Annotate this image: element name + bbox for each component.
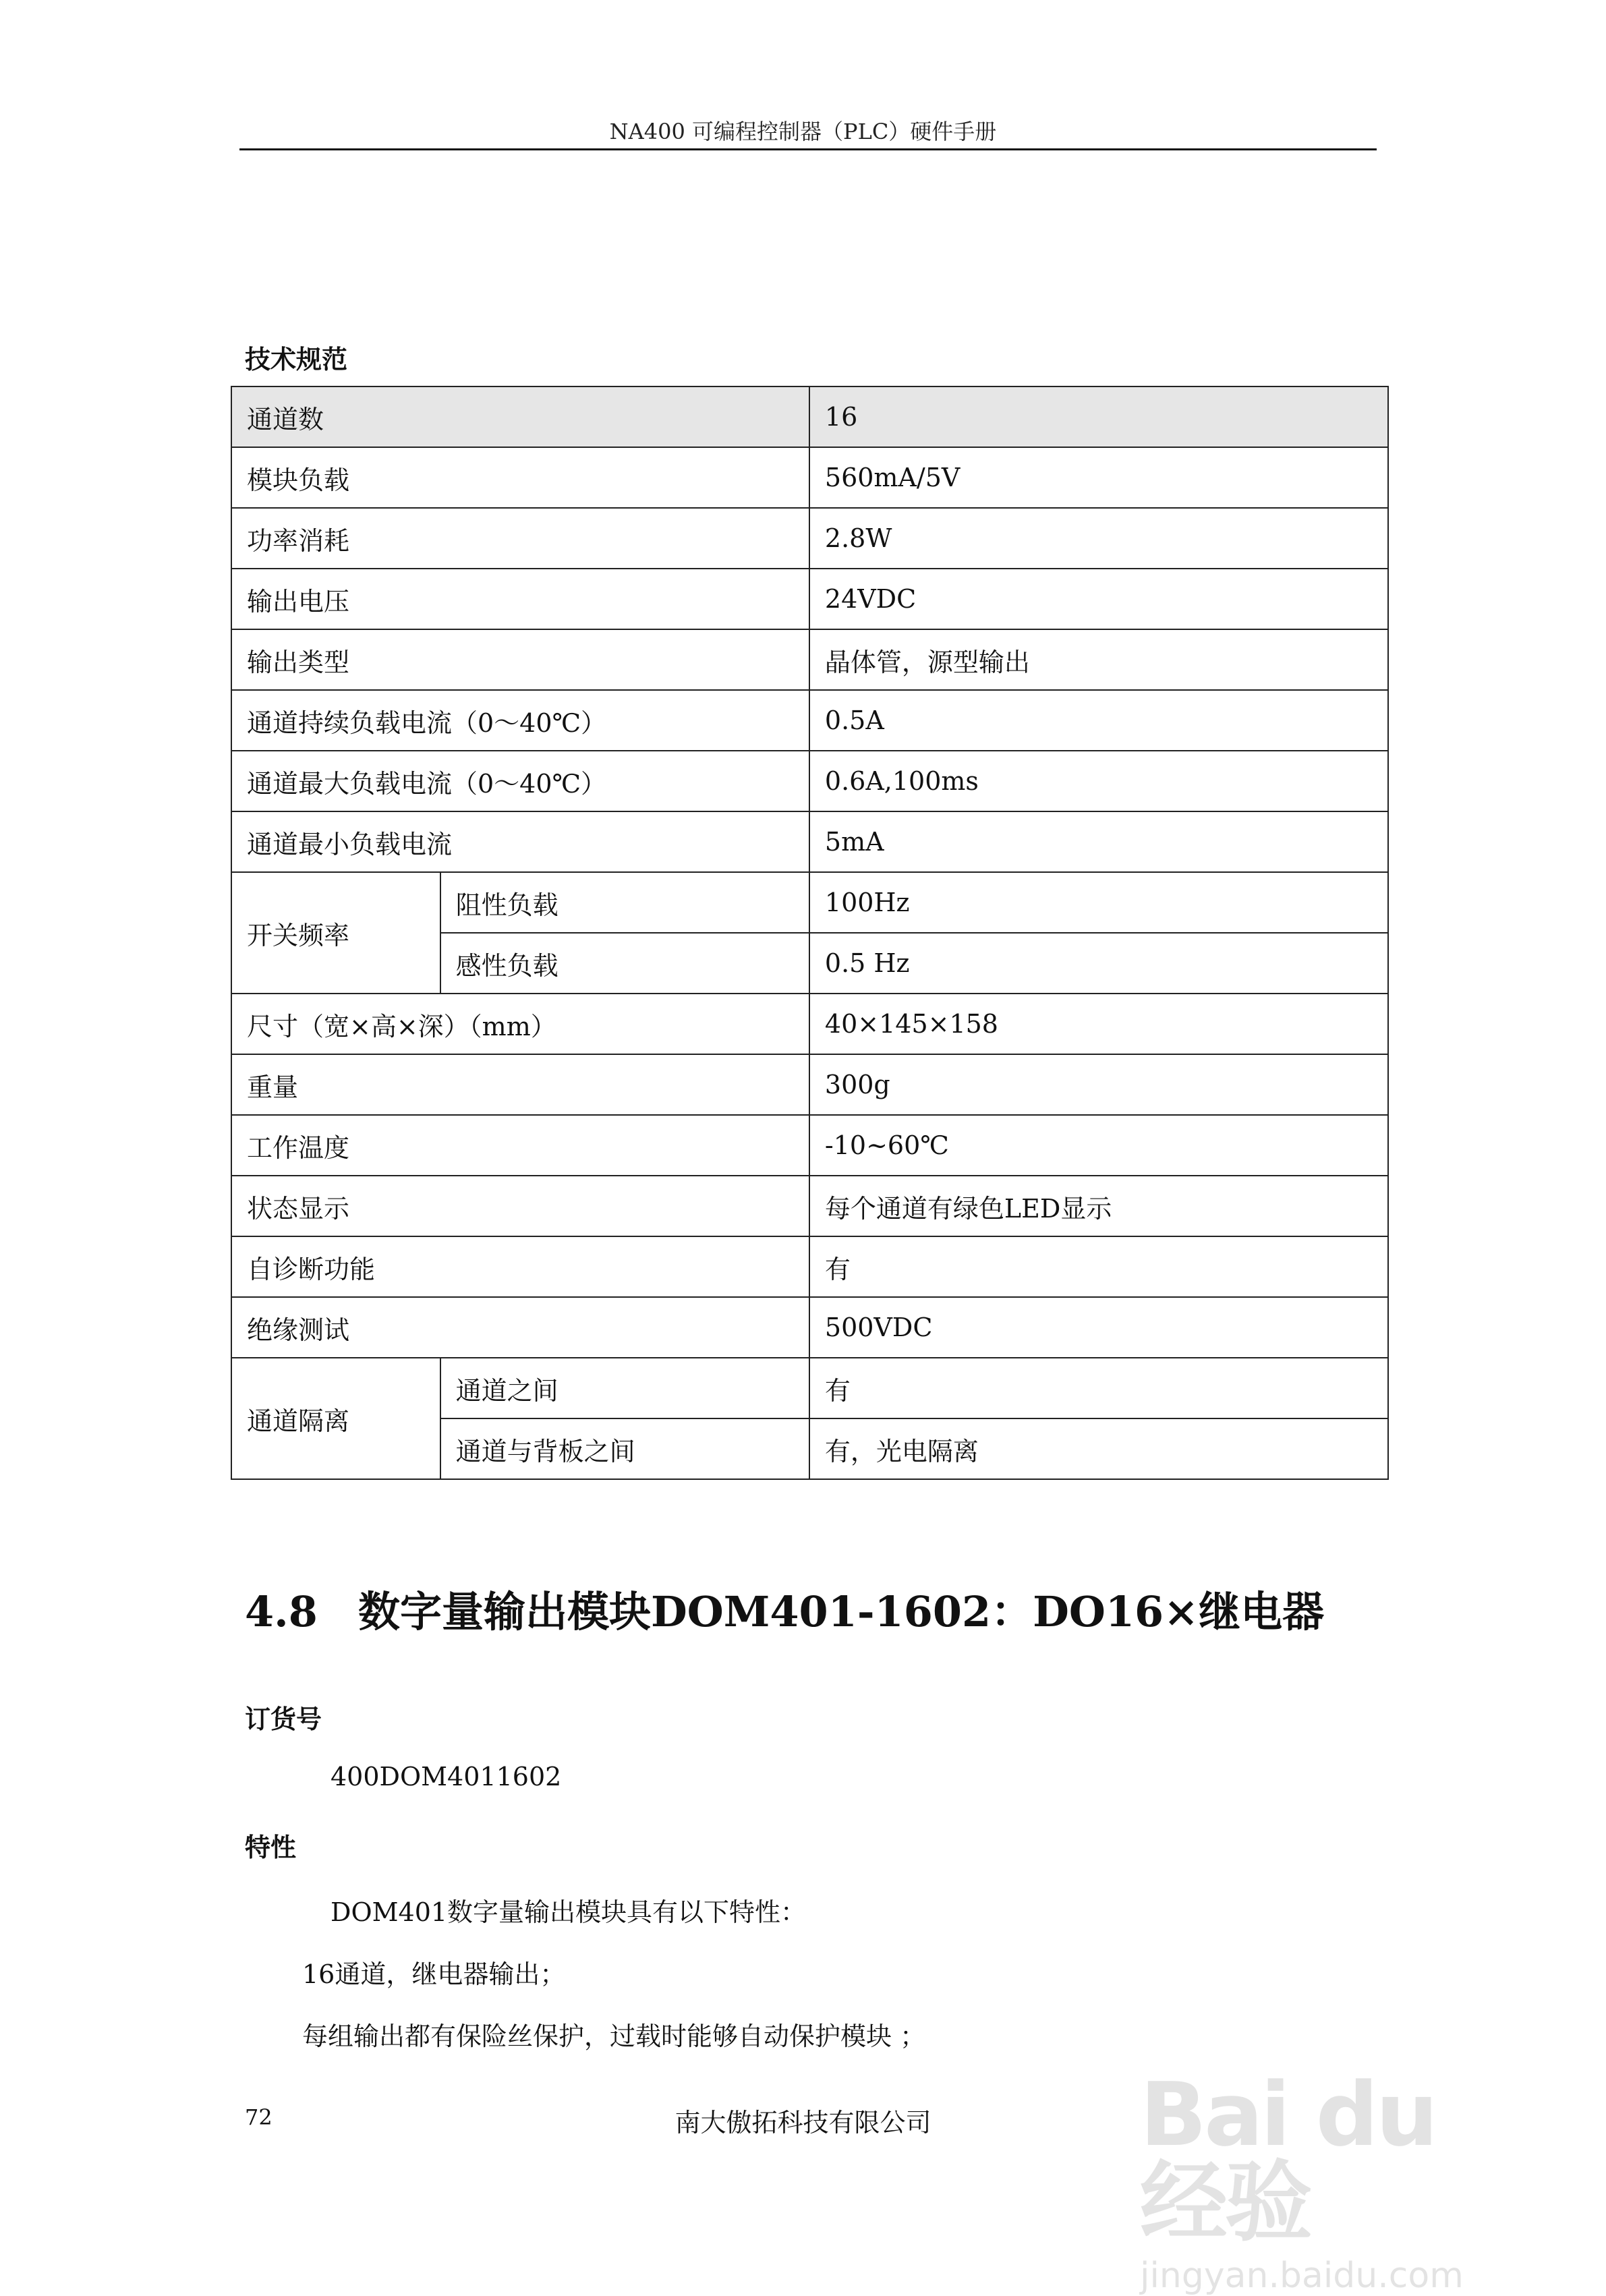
spec-label: 绝缘测试 <box>231 1297 809 1358</box>
spec-value: 有 <box>809 1236 1388 1297</box>
table-row <box>231 1054 1388 1115</box>
table-row <box>231 690 1388 751</box>
spec-value: 100Hz <box>809 872 1388 933</box>
spec-value: 5mA <box>809 811 1388 872</box>
spec-value: 有 <box>809 1358 1388 1418</box>
spec-label: 工作温度 <box>231 1115 809 1176</box>
table-row <box>231 629 1388 690</box>
spec-value: 晶体管，源型输出 <box>809 629 1388 690</box>
spec-value: 300g <box>809 1054 1388 1115</box>
features-intro: DOM401数字量输出模块具有以下特性： <box>331 1897 807 1927</box>
spec-group-label: 通道隔离 <box>231 1358 440 1479</box>
table-row <box>231 1115 1388 1176</box>
table-row <box>231 386 1388 447</box>
spec-label: 状态显示 <box>231 1176 809 1236</box>
spec-value: 40×145×158 <box>809 994 1388 1054</box>
order-number-label: 订货号 <box>245 1704 322 1734</box>
spec-label: 通道数 <box>231 386 809 447</box>
header-rule <box>239 148 1377 150</box>
footer-company: 南大傲拓科技有限公司 <box>675 2108 931 2137</box>
spec-value: 560mA/5V <box>809 447 1388 508</box>
spec-value: 24VDC <box>809 569 1388 629</box>
spec-label: 通道最小负载电流 <box>231 811 809 872</box>
spec-section-title: 技术规范 <box>245 345 348 374</box>
spec-group-label: 开关频率 <box>231 872 440 994</box>
table-row <box>231 994 1388 1054</box>
table-row <box>231 569 1388 629</box>
spec-value: 每个通道有绿色LED显示 <box>809 1176 1388 1236</box>
section-heading <box>245 1578 1324 1638</box>
table-row <box>231 872 1388 933</box>
table-row <box>231 1297 1388 1358</box>
spec-table <box>231 386 1389 1480</box>
table-row <box>231 447 1388 508</box>
spec-label: 输出类型 <box>231 629 809 690</box>
table-row <box>231 811 1388 872</box>
watermark-url: jingyan.baidu.com <box>1140 2256 1464 2296</box>
table-row <box>231 1176 1388 1236</box>
spec-sub-label: 通道之间 <box>440 1358 809 1418</box>
table-row <box>231 751 1388 811</box>
spec-value: 500VDC <box>809 1297 1388 1358</box>
feature-item: 16通道，继电器输出； <box>302 1959 566 1989</box>
spec-value: 16 <box>809 386 1388 447</box>
watermark-logo: Bai du 经验 <box>1140 2063 1436 2254</box>
spec-label: 自诊断功能 <box>231 1236 809 1297</box>
table-row <box>231 1236 1388 1297</box>
section-title: 数字量输出模块DOM401-1602：DO16×继电器 <box>358 1587 1325 1636</box>
spec-label: 重量 <box>231 1054 809 1115</box>
spec-label: 通道持续负载电流（0～40℃） <box>231 690 809 751</box>
spec-label: 通道最大负载电流（0～40℃） <box>231 751 809 811</box>
spec-value: 2.8W <box>809 508 1388 569</box>
spec-value: 0.6A,100ms <box>809 751 1388 811</box>
running-header: NA400 可编程控制器（PLC）硬件手册 <box>609 119 997 144</box>
section-number: 4.8 <box>245 1587 318 1636</box>
table-row <box>231 1358 1388 1418</box>
spec-label: 尺寸（宽×高×深）（mm） <box>231 994 809 1054</box>
spec-value: 有，光电隔离 <box>809 1418 1388 1479</box>
features-label: 特性 <box>245 1833 297 1862</box>
spec-label: 功率消耗 <box>231 508 809 569</box>
spec-value: -10~60℃ <box>809 1115 1388 1176</box>
feature-item: 每组输出都有保险丝保护，过载时能够自动保护模块 ； <box>302 2021 926 2051</box>
spec-sub-label: 阻性负载 <box>440 872 809 933</box>
spec-value: 0.5 Hz <box>809 933 1388 994</box>
spec-value: 0.5A <box>809 690 1388 751</box>
spec-sub-label: 通道与背板之间 <box>440 1418 809 1479</box>
table-row <box>231 508 1388 569</box>
baidu-watermark <box>1140 2063 1518 2296</box>
spec-label: 模块负载 <box>231 447 809 508</box>
spec-sub-label: 感性负载 <box>440 933 809 994</box>
spec-label: 输出电压 <box>231 569 809 629</box>
order-number-value: 400DOM4011602 <box>331 1762 562 1791</box>
page-number: 72 <box>245 2104 273 2130</box>
